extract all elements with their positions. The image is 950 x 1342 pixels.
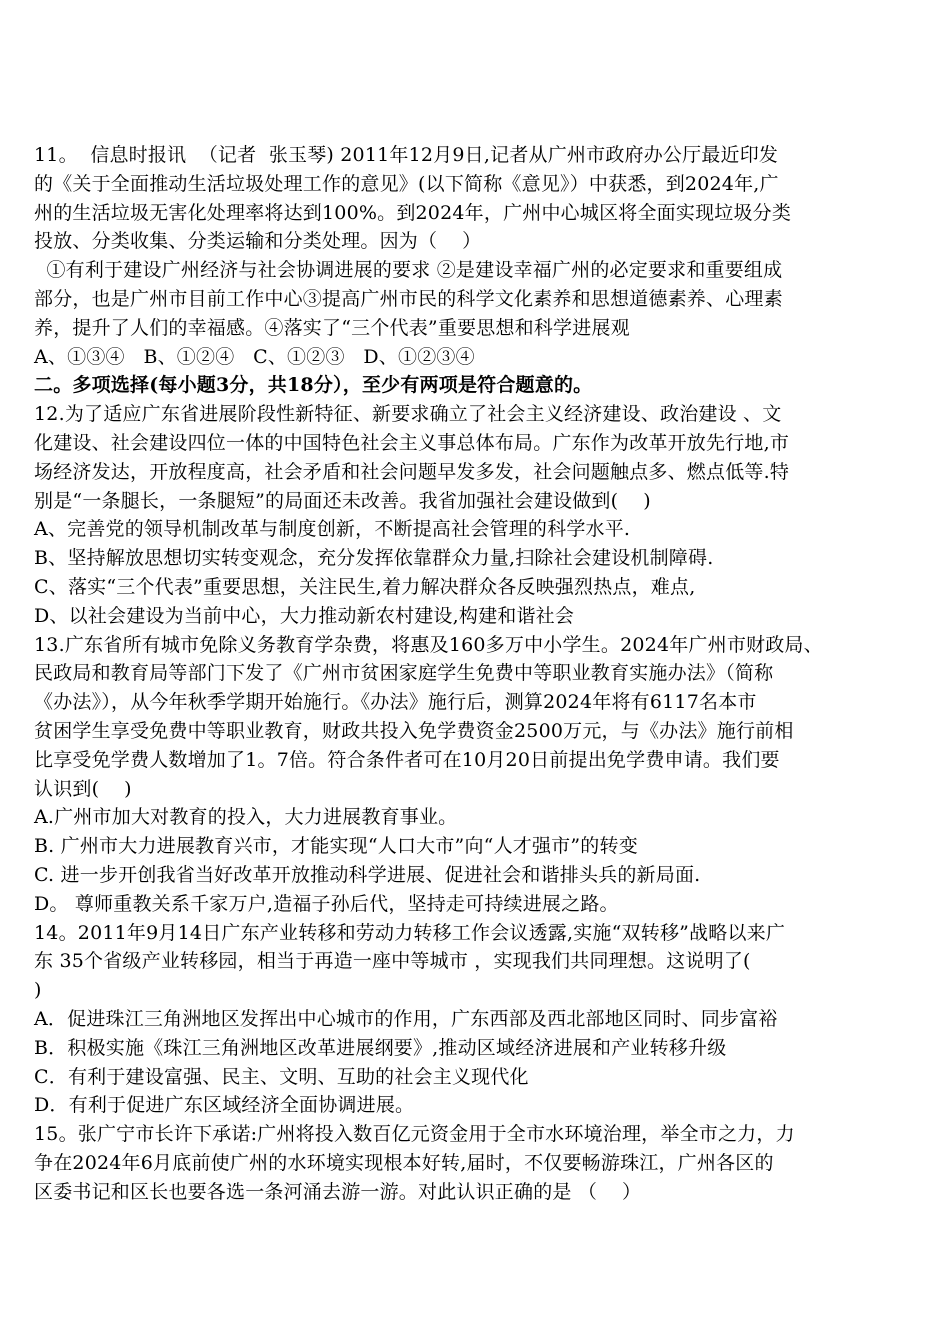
q12-line-2: 化建设、社会建设四位一体的中国特色社会主义事总体布局。广东作为改革开放先行地,市: [34, 431, 790, 454]
q12-line-1: 12.为了适应广东省进展阶段性新特征、新要求确立了社会主义经济建设、政治建设 、文: [34, 403, 782, 426]
q14-line-2: 东 35个省级产业转移园，相当于再造一座中等城市 ，实现我们共同理想。这说明了(: [34, 950, 751, 973]
q11-line-2: 的《关于全面推动生活垃圾处理工作的意见》(以下简称《意见》）中获悉，到2024年,广: [34, 172, 779, 195]
q15-line-3: 区委书记和区长也要各选一条河涌去游一游。对此认识正确的是 （ ）: [34, 1180, 642, 1203]
q14-line-1: 14。2011年9月14日广东产业转移和劳动力转移工作会议透露,实施“双转移”战略以来广: [34, 921, 786, 944]
q11-line-3: 州的生活垃圾无害化处理率将达到100%。到2024年，广州中心城区将全面实现垃圾分类: [34, 201, 792, 224]
q12-line-3: 场经济发达，开放程度高，社会矛盾和社会问题早发多发，社会问题触点多、燃点低等.特: [34, 460, 790, 483]
q15-line-1: 15。张广宁市长许下承诺:广州将投入数百亿元资金用于全市水环境治理，举全市之力，力: [34, 1123, 795, 1146]
q15-line-2: 争在2024年6月底前使广州的水环境实现根本好转,届时，不仅要畅游珠江，广州各区的: [34, 1151, 774, 1174]
q13-line-1: 13.广东省所有城市免除义务教育学杂费，将惠及160多万中小学生。2024年广州市财政局、: [34, 633, 823, 656]
q11-line-1: 11。 信息时报讯 （记者 张玉琴) 2011年12月9日,记者从广州市政府办公厅最近印发: [34, 144, 779, 166]
q14-line-3: ): [34, 979, 42, 1002]
q11-statements-line-2: 部分，也是广州市目前工作中心③提高广州市民的科学文化素养和思想道德素养、心理素: [34, 287, 783, 310]
q11-options: A、①③④ B、①②④ C、①②③ D、①②③④: [34, 345, 475, 368]
q12-option-b: B、坚持解放思想切实转变观念，充分发挥依靠群众力量,扫除社会建设机制障碍.: [34, 547, 714, 570]
q13-option-b: B. 广州市大力进展教育兴市，才能实现“人口大市”向“人才强市”的转变: [34, 835, 638, 858]
q13-option-d: D。 尊师重教关系千家万户,造福子孙后代，坚持走可持续进展之路。: [34, 892, 619, 915]
section-heading-multiple-choice: 二。多项选择(每小题3分，共18分），至少有两项是符合题意的。: [34, 374, 593, 397]
q13-line-4: 贫困学生享受免费中等职业教育，财政共投入免学费资金2500万元，与《办法》施行前相: [34, 719, 794, 742]
q14-option-d: D．有利于促进广东区域经济全面协调进展。: [34, 1094, 415, 1117]
q13-option-a: A.广州市加大对教育的投入，大力进展教育事业。: [34, 806, 458, 829]
q13-line-2: 民政局和教育局等部门下发了《广州市贫困家庭学生免费中等职业教育实施办法》（简称: [34, 662, 774, 685]
q13-option-c: C. 进一步开创我省当好改革开放推动科学进展、促进社会和谐排头兵的新局面.: [34, 863, 701, 886]
q14-option-c: C．有利于建设富强、民主、文明、互助的社会主义现代化: [34, 1065, 529, 1088]
q11-statements-line-3: 养，提升了人们的幸福感。④落实了“三个代表”重要思想和科学进展观: [34, 316, 630, 339]
q11-line-4: 投放、分类收集、分类运输和分类处理。因为（ ）: [34, 230, 482, 253]
q13-line-3: 《办法》），从今年秋季学期开始施行。《办法》施行后，测算2024年将有6117名本市: [34, 691, 757, 714]
q12-line-4: 别是“一条腿长，一条腿短”的局面还未改善。我省加强社会建设做到( ): [34, 489, 651, 512]
q13-line-5: 比享受免学费人数增加了1。7倍。符合条件者可在10月20日前提出免学费申请。我们要: [34, 748, 780, 771]
q13-line-6: 认识到( ): [34, 777, 132, 800]
q12-option-c: C、落实“三个代表”重要思想，关注民生,着力解决群众各反映强烈热点，难点,: [34, 575, 696, 598]
q14-option-b: B．积极实施《珠江三角洲地区改革进展纲要》,推动区域经济进展和产业转移升级: [34, 1036, 727, 1059]
q14-option-a: A．促进珠江三角洲地区发挥出中心城市的作用，广东西部及西北部地区同时、同步富裕: [34, 1007, 778, 1030]
document-page: [34, 141, 920, 1206]
q12-option-a: A、完善党的领导机制改革与制度创新，不断提高社会管理的科学水平.: [34, 518, 631, 541]
q12-option-d: D、以社会建设为当前中心，大力推动新农村建设,构建和谐社会: [34, 604, 575, 627]
q11-statements-line-1: ①有利于建设广州经济与社会协调进展的要求 ②是建设幸福广州的必定要求和重要组成: [34, 259, 783, 282]
